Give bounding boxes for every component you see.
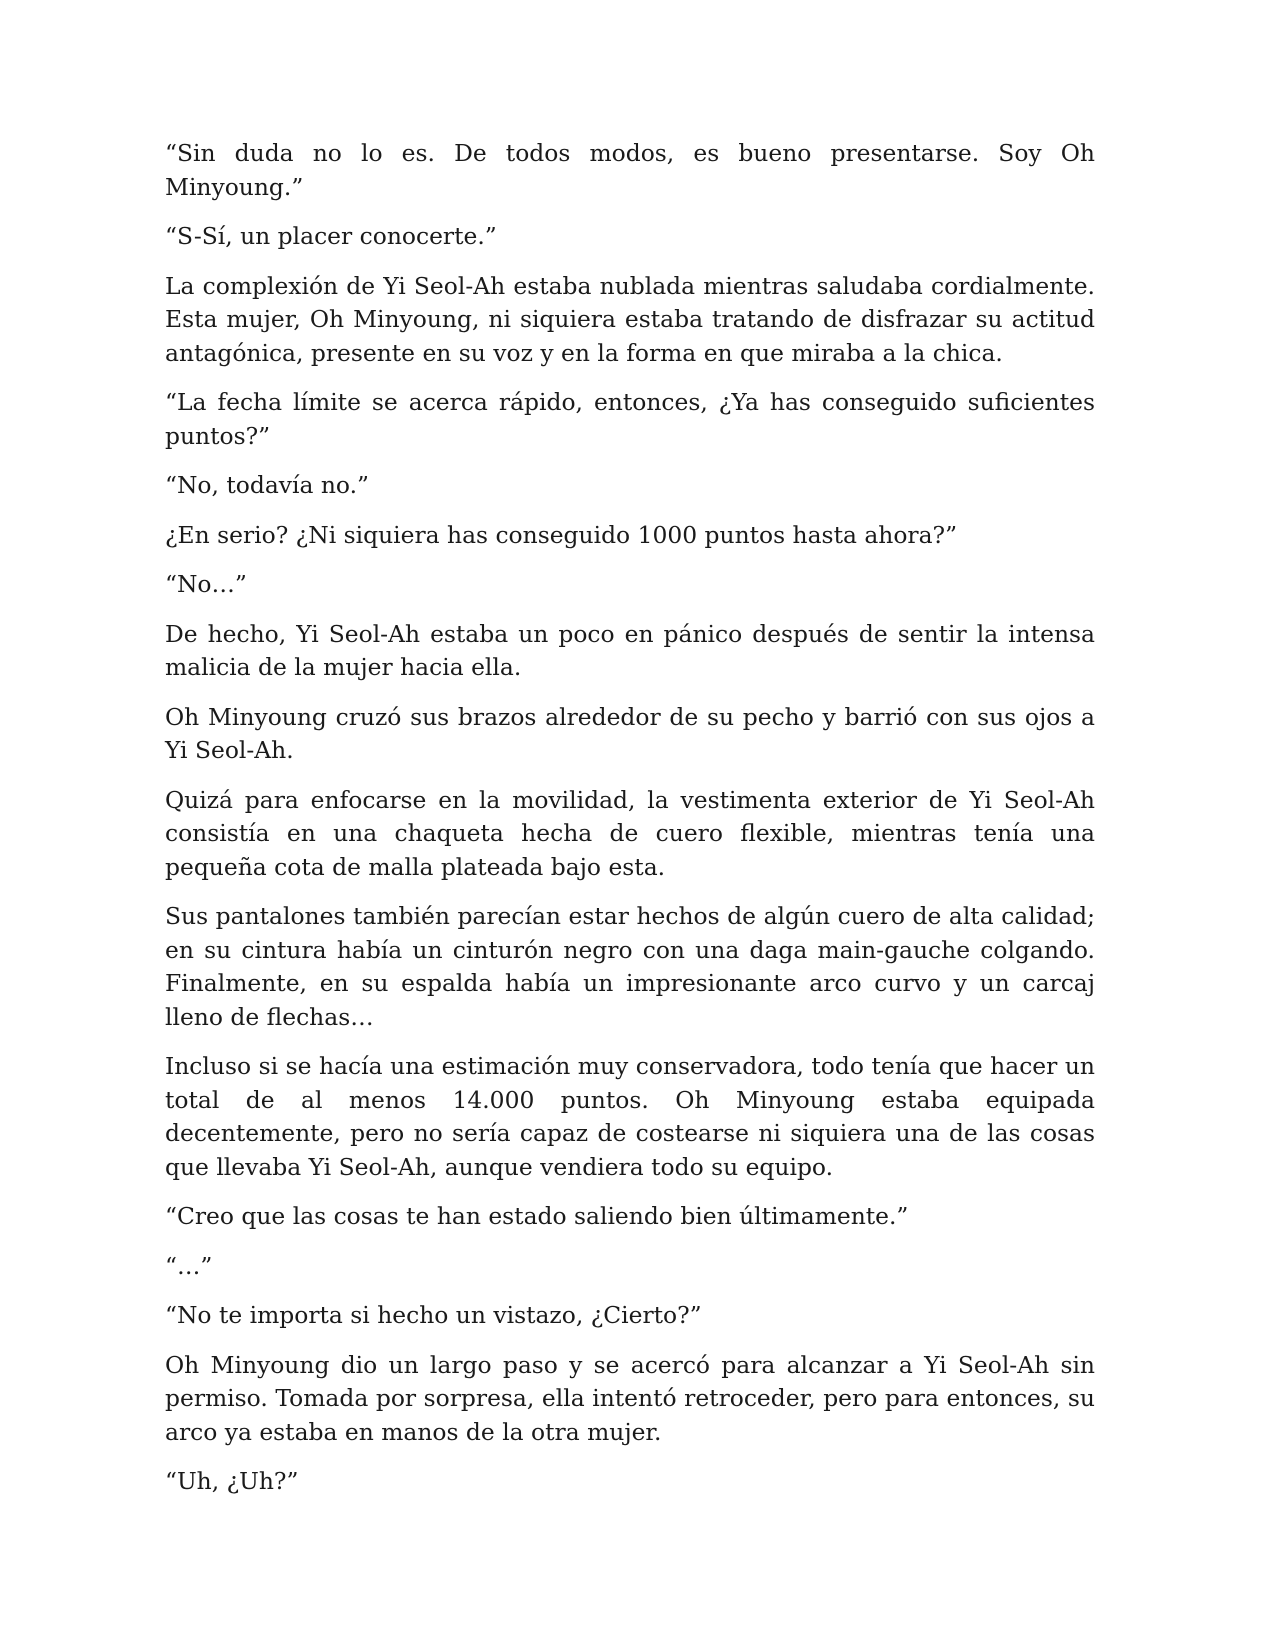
paragraph: Oh Minyoung cruzó sus brazos alrededor de su pecho y barrió con sus ojos a Yi Seol-Ah. — [165, 702, 1095, 764]
document-body — [165, 137, 1095, 1515]
paragraph: “No, todavía no.” — [165, 471, 369, 499]
paragraph: “…” — [165, 1251, 213, 1280]
paragraph: “No…” — [165, 570, 247, 598]
paragraph: “La fecha límite se acerca rápido, entonces, ¿Ya has conseguido suficientes puntos?” — [165, 388, 1095, 450]
paragraph: “Sin duda no lo es. De todos modos, es bueno presentarse. Soy Oh Minyoung.” — [165, 139, 1095, 201]
paragraph: “No te importa si hecho un vistazo, ¿Cierto?” — [165, 1301, 702, 1329]
paragraph: Quizá para enfocarse en la movilidad, la vestimenta exterior de Yi Seol-Ah consistía en una chaqueta hecha de cuero flexible, mientras tenía una pequeña cota de malla plateada bajo esta. — [165, 785, 1095, 881]
paragraph: “S-Sí, un placer conocerte.” — [165, 222, 497, 250]
paragraph: “Creo que las cosas te han estado saliendo bien últimamente.” — [165, 1202, 909, 1230]
paragraph: Oh Minyoung dio un largo paso y se acercó para alcanzar a Yi Seol-Ah sin permiso. Tomada por sorpresa, ella intentó retroceder, pero para entonces, su arco ya estaba en manos de la otra mujer. — [165, 1350, 1095, 1446]
paragraph: Sus pantalones también parecían estar hechos de algún cuero de alta calidad; en su cintura había un cinturón negro con una daga main-gauche colgando. Finalmente, en su espalda había un impresionante arco curvo y un carcaj lleno de flechas… — [165, 902, 1095, 1031]
paragraph: La complexión de Yi Seol-Ah estaba nublada mientras saludaba cordialmente. Esta mujer, Oh Minyoung, ni siquiera estaba tratando de disfrazar su actitud antagónica, presente en su voz y en la forma en que miraba a la chica. — [165, 271, 1095, 367]
paragraph: ¿En serio? ¿Ni siquiera has conseguido 1000 puntos hasta ahora?” — [165, 520, 958, 549]
paragraph: Incluso si se hacía una estimación muy conservadora, todo tenía que hacer un total de al menos 14.000 puntos. Oh Minyoung estaba equipada decentemente, pero no sería capaz de costearse ni siquiera una de las cosas que llevaba Yi Seol-Ah, aunque vendiera todo su equipo. — [165, 1052, 1095, 1181]
paragraph: “Uh, ¿Uh?” — [165, 1467, 299, 1495]
paragraph: De hecho, Yi Seol-Ah estaba un poco en pánico después de sentir la intensa malicia de la mujer hacia ella. — [165, 619, 1095, 681]
